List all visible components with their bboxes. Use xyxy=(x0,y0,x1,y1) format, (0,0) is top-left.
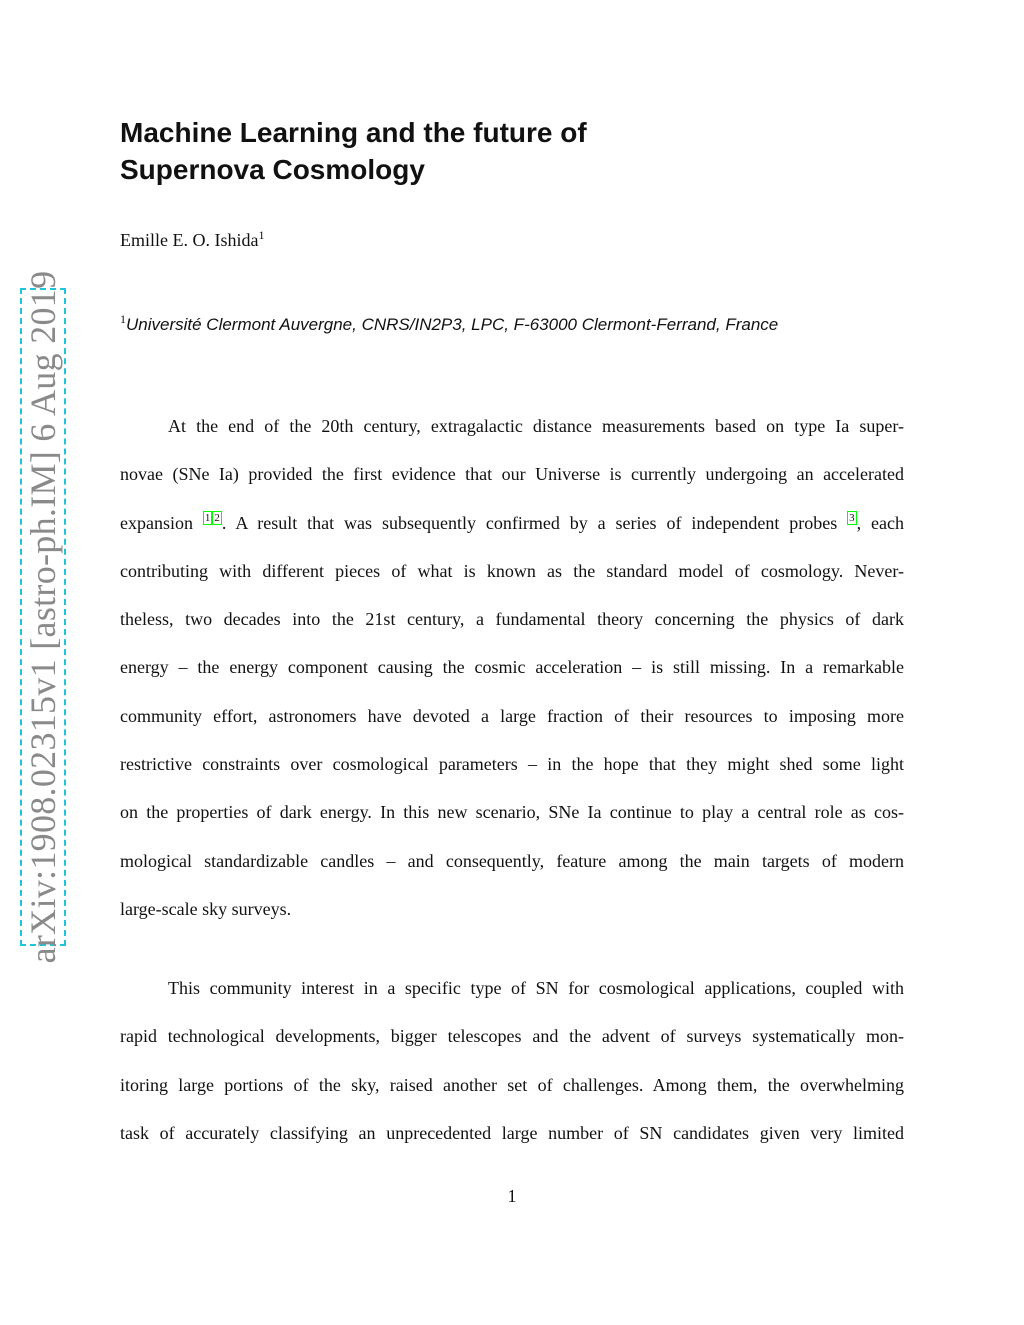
citation-group-3 xyxy=(847,511,857,525)
paper-title xyxy=(120,114,820,188)
arxiv-identifier[interactable]: arXiv:1908.02315v1 [astro-ph.IM] 6 Aug 2019 xyxy=(23,270,63,964)
text-line: contributing with different pieces of what is known as the standard model of cosmology. Never- xyxy=(120,560,904,581)
paragraph-2 xyxy=(120,964,904,1157)
text-line: theless, two decades into the 21st century, a fundamental theory concerning the physics of dark xyxy=(120,609,904,630)
text-fragment: . A result that was subsequently confirmed by a series of independent probes xyxy=(221,512,838,533)
text-line: novae (SNe Ia) provided the first evidence that our Universe is currently undergoing an accelerated xyxy=(120,464,904,485)
text-line: mological standardizable candles – and consequently, feature among the main targets of modern xyxy=(120,850,904,871)
text-line: itoring large portions of the sky, raised another set of challenges. Among them, the overwhelming xyxy=(120,1074,904,1095)
citation-link-3[interactable]: 3 xyxy=(849,511,855,524)
text-line: task of accurately classifying an unprecedented large number of SN candidates given very limited xyxy=(120,1122,904,1143)
text-line: This community interest in a specific type of SN for cosmological applications, coupled with xyxy=(168,978,904,998)
text-line-with-citations xyxy=(120,499,904,547)
author-line xyxy=(120,228,264,252)
paragraph-1 xyxy=(120,402,904,933)
page-number: 1 xyxy=(507,1186,517,1206)
text-fragment: expansion xyxy=(120,512,193,533)
author-name: Emille E. O. Ishida xyxy=(120,230,259,250)
text-line: rapid technological developments, bigger telescopes and the advent of surveys systematically mon- xyxy=(120,1026,904,1047)
text-line: energy – the energy component causing the cosmic acceleration – is still missing. In a remarkable xyxy=(120,657,904,678)
author-affiliation-marker: 1 xyxy=(258,228,265,242)
text-line: At the end of the 20th century, extragalactic distance measurements based on type Ia super- xyxy=(168,416,904,436)
text-line: community effort, astronomers have devoted a large fraction of their resources to imposing more xyxy=(120,705,904,726)
text-line: restrictive constraints over cosmological parameters – in the hope that they might shed some light xyxy=(120,754,904,775)
affiliation-line xyxy=(120,312,778,337)
citation-link-2[interactable]: 2 xyxy=(214,511,220,524)
text-line: on the properties of dark energy. In this new scenario, SNe Ia continue to play a central role as cos- xyxy=(120,802,904,823)
text-fragment: , each xyxy=(856,512,905,533)
citation-link-1[interactable]: 1 xyxy=(204,511,211,524)
text-line: large-scale sky surveys. xyxy=(120,898,292,919)
title-line-2: Supernova Cosmology xyxy=(120,154,425,185)
affiliation-marker: 1 xyxy=(120,312,126,326)
title-line-1: Machine Learning and the future of xyxy=(120,117,587,148)
citation-group-1-2 xyxy=(203,511,222,525)
affiliation-text: Université Clermont Auvergne, CNRS/IN2P3, LPC, F-63000 Clermont-Ferrand, France xyxy=(126,315,779,334)
